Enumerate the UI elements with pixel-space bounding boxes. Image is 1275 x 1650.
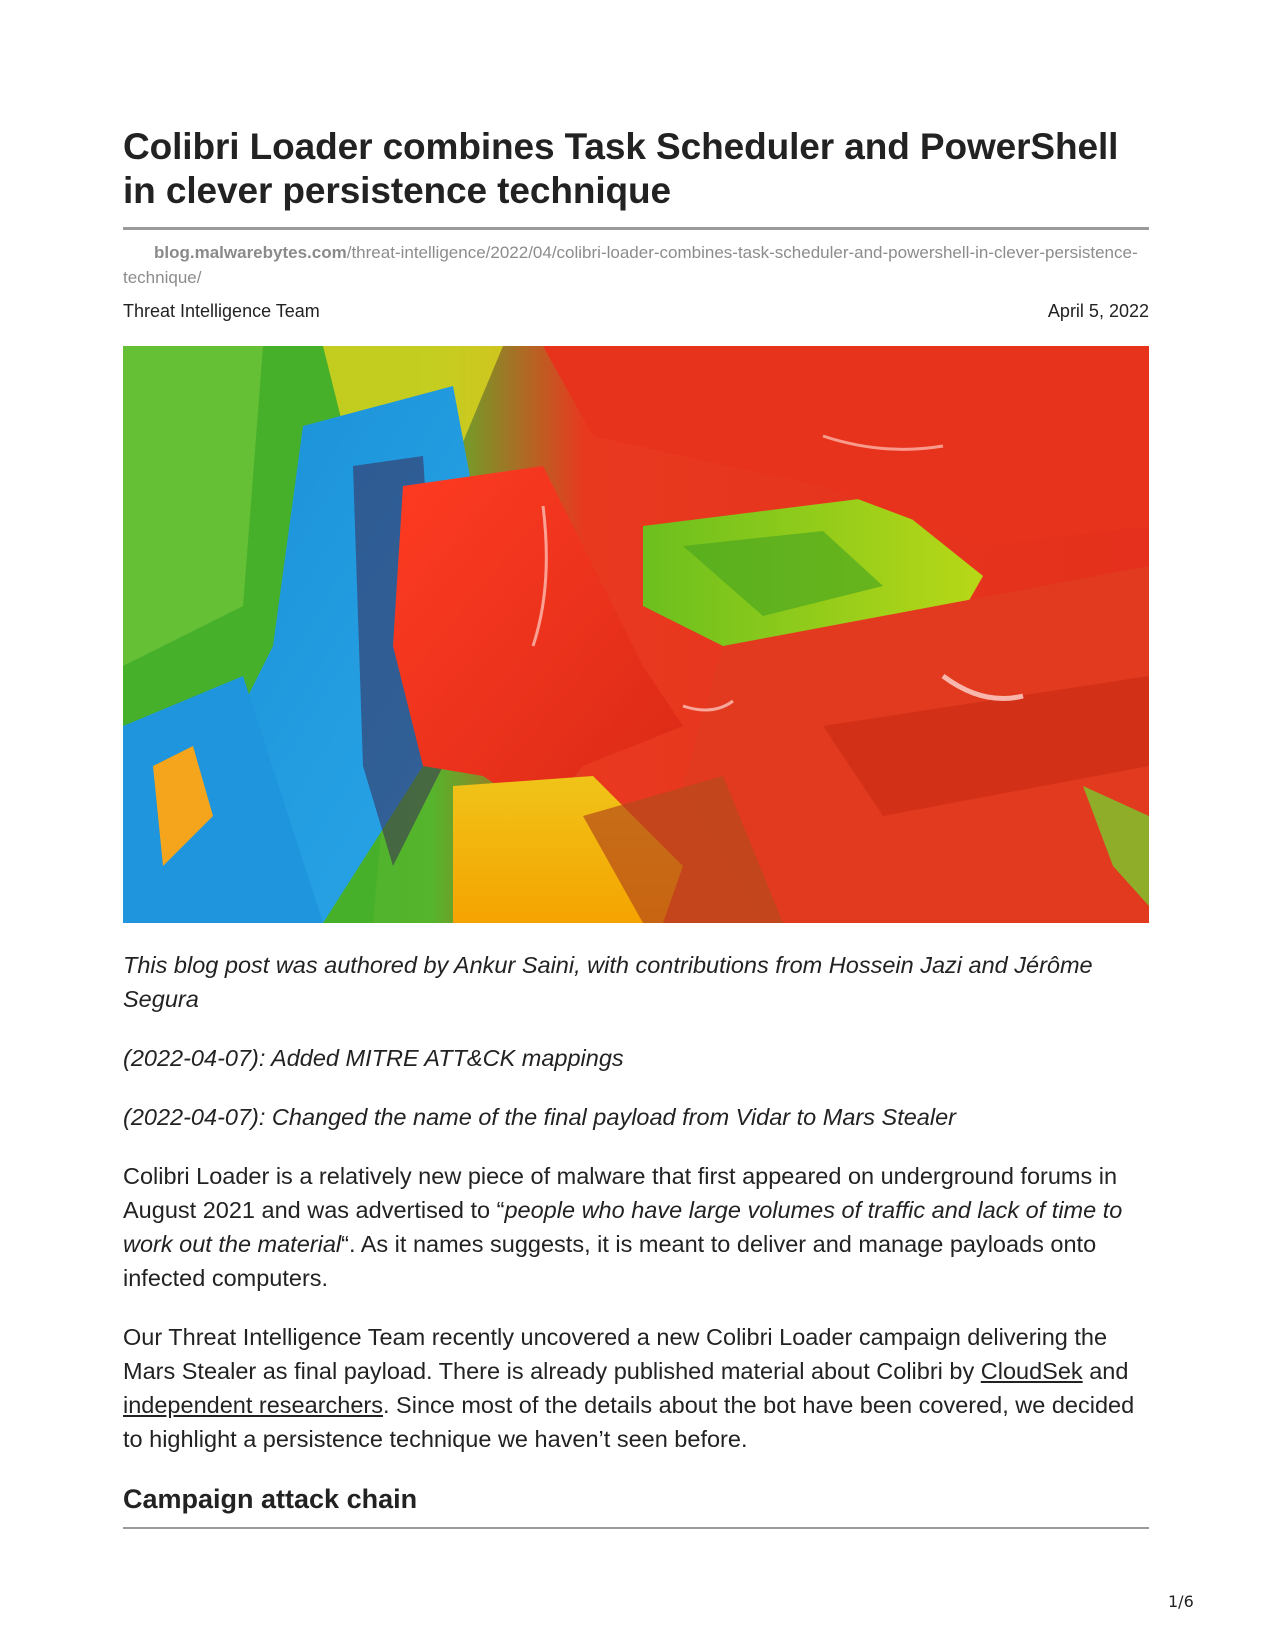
hero-image bbox=[123, 346, 1149, 923]
article-meta bbox=[123, 298, 1149, 324]
article bbox=[123, 125, 1149, 1529]
source-url bbox=[123, 240, 1149, 290]
section-divider bbox=[123, 1527, 1149, 1529]
campaign-text-start: Our Threat Intelligence Team recently uncovered a new Colibri Loader campaign delivering the Mars Stealer as final payload. There is already published material about Colibri by bbox=[123, 1324, 1108, 1384]
url-domain: blog.malwarebytes.com bbox=[154, 243, 347, 262]
abstract-paint-image bbox=[123, 346, 1149, 923]
title-divider bbox=[123, 227, 1149, 230]
campaign-paragraph bbox=[123, 1320, 1149, 1456]
independent-researchers-link[interactable]: independent researchers bbox=[123, 1392, 383, 1418]
publish-date: April 5, 2022 bbox=[1047, 301, 1149, 321]
update-note-payload: (2022-04-07): Changed the name of the final payload from Vidar to Mars Stealer bbox=[123, 1104, 956, 1130]
authored-note: This blog post was authored by Ankur Saini, with contributions from Hossein Jazi and Jérôme Segura bbox=[123, 952, 1093, 1012]
campaign-text-mid: and bbox=[1082, 1358, 1129, 1384]
intro-paragraph bbox=[123, 1159, 1149, 1295]
intro-text-end: “. As it names suggests, it is meant to deliver and manage payloads onto infected computers. bbox=[123, 1231, 1097, 1291]
cloudsek-link[interactable]: CloudSek bbox=[980, 1358, 1083, 1384]
article-title: Colibri Loader combines Task Scheduler and PowerShell in clever persistence technique bbox=[123, 126, 1119, 211]
author-name: Threat Intelligence Team bbox=[123, 301, 320, 321]
intro-text-start: Colibri Loader is a relatively new piece of malware that first appeared on underground forums in August 2021 and was advertised to “ bbox=[123, 1163, 1118, 1223]
campaign-text-end: . Since most of the details about the bot have been covered, we decided to highlight a persistence technique we haven’t seen before. bbox=[123, 1392, 1135, 1452]
section-heading: Campaign attack chain bbox=[123, 1484, 418, 1514]
url-path: /threat-intelligence/2022/04/colibri-loader-combines-task-scheduler-and-powershell-in-clever-persistence-technique/ bbox=[123, 243, 1138, 287]
page-number: 1/6 bbox=[1168, 1592, 1194, 1611]
update-note-mitre: (2022-04-07): Added MITRE ATT&CK mappings bbox=[123, 1045, 624, 1071]
intro-quote: people who have large volumes of traffic and lack of time to work out the material bbox=[123, 1197, 1123, 1257]
